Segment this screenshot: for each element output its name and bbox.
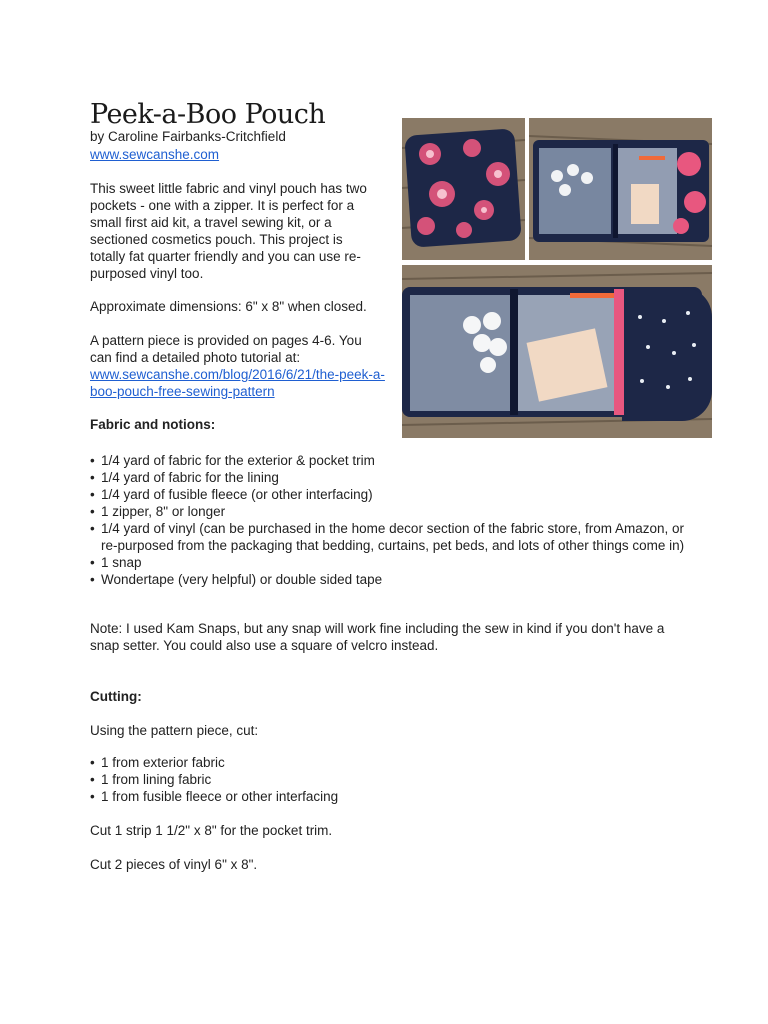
vinyl-instruction: Cut 2 pieces of vinyl 6" x 8". [90, 857, 258, 872]
tutorial-link[interactable]: www.sewcanshe.com/blog/2016/6/21/the-peek-a-boo-pouch-free-sewing-pattern [90, 367, 385, 399]
note-paragraph: Note: I used Kam Snaps, but any snap will work fine including the sew in kind if you don't have a snap setter. You could also use a square of velcro instead. [90, 621, 665, 653]
cutting-intro: Using the pattern piece, cut: [90, 723, 259, 738]
strip-instruction: Cut 1 strip 1 1/2" x 8" for the pocket trim. [90, 823, 333, 838]
list-item: • 1/4 yard of fabric for the exterior & pocket trim [90, 452, 690, 469]
intro-paragraph: This sweet little fabric and vinyl pouch has two pockets - one with a zipper. It is perfect for a small first aid kit, a travel sewing kit, or a sectioned cosmetics pouch. This project is totally fat quarter friendly and you can use re-purposed vinyl too. [90, 181, 367, 281]
photo-pouch-detail [402, 265, 712, 438]
list-item: • 1 from fusible fleece or other interfacing [90, 788, 690, 805]
author-line: by Caroline Fairbanks-Critchfield [90, 129, 286, 144]
cutting-heading: Cutting: [90, 689, 142, 704]
list-item: • Wondertape (very helpful) or double sided tape [90, 571, 690, 588]
list-item: • 1 from exterior fabric [90, 754, 690, 771]
list-item: • 1 zipper, 8" or longer [90, 503, 690, 520]
pattern-paragraph [90, 332, 385, 400]
photo-open-pouch [529, 118, 712, 260]
cutting-list [90, 754, 690, 805]
list-item: • 1/4 yard of fusible fleece (or other interfacing) [90, 486, 690, 503]
list-item: • 1/4 yard of vinyl (can be purchased in the home decor section of the fabric store, from Amazon, or re-purposed from the packaging that bedding, curtains, pet beds, and lots of other things come in) [90, 520, 690, 554]
website-link[interactable]: www.sewcanshe.com [90, 147, 220, 162]
list-item: • 1 from lining fabric [90, 771, 690, 788]
fabric-list [90, 452, 690, 588]
dimensions-paragraph: Approximate dimensions: 6" x 8" when closed. [90, 299, 367, 314]
list-item: • 1/4 yard of fabric for the lining [90, 469, 690, 486]
fabric-heading: Fabric and notions: [90, 417, 216, 432]
pattern-note: A pattern piece is provided on pages 4-6. You can find a detailed photo tutorial at: [90, 333, 362, 365]
list-item: • 1 snap [90, 554, 690, 571]
page-title: Peek-a-Boo Pouch [90, 99, 326, 130]
photo-closed-pouch [402, 118, 525, 260]
